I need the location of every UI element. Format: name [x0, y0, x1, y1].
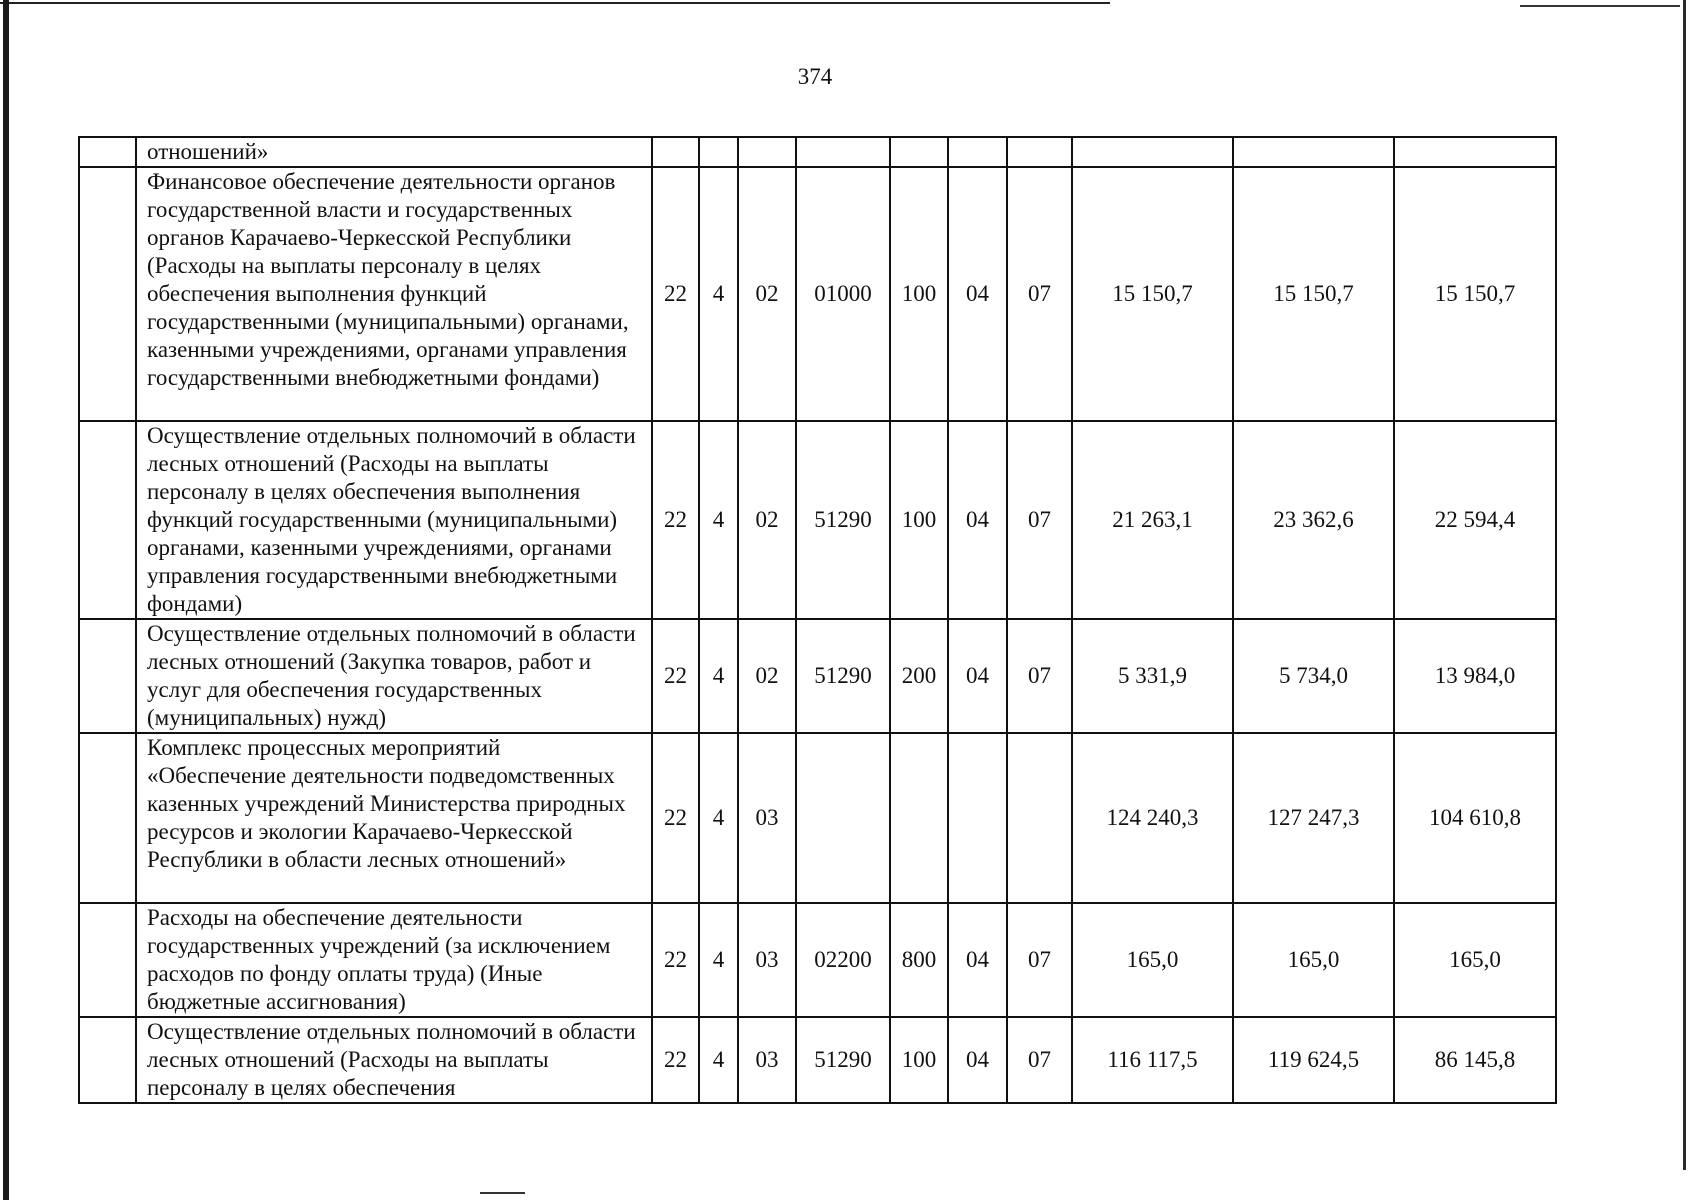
- table-row: [79, 421, 1556, 619]
- code-cell-c6: 04: [948, 421, 1007, 619]
- code-cell-c1: [652, 137, 699, 167]
- amount-cell-v1: 15 150,7: [1072, 167, 1233, 421]
- description-cell: отношений»: [136, 137, 652, 167]
- code-cell-c5: 100: [890, 1017, 948, 1103]
- code-cell-c2: 4: [699, 421, 738, 619]
- code-cell-c4: 01000: [796, 167, 890, 421]
- row-number-cell: [79, 619, 136, 733]
- code-cell-c2: [699, 137, 738, 167]
- code-cell-c1: 22: [652, 619, 699, 733]
- code-cell-c7: 07: [1007, 1017, 1072, 1103]
- scan-edge-top: [0, 2, 1110, 4]
- code-cell-c5: 100: [890, 421, 948, 619]
- scan-edge-left: [3, 0, 9, 1200]
- description-cell: Финансовое обеспечение деятельности органов государственной власти и государственных органов Карачаево-Черкесской Республики (Расходы на выплаты персоналу в целях обеспечения выполнения функций государственными (муниципальными) органами, казенными учреждениями, органами управления государственными внебюджетными фондами): [136, 167, 652, 421]
- code-cell-c2: 4: [699, 733, 738, 903]
- code-cell-c7: 07: [1007, 421, 1072, 619]
- code-cell-c4: [796, 137, 890, 167]
- amount-cell-v3: 22 594,4: [1394, 421, 1556, 619]
- table-row: [79, 1017, 1556, 1103]
- amount-cell-v2: 127 247,3: [1233, 733, 1394, 903]
- amount-cell-v2: 15 150,7: [1233, 167, 1394, 421]
- row-number-cell: [79, 167, 136, 421]
- code-cell-c2: 4: [699, 903, 738, 1017]
- amount-cell-v1: 165,0: [1072, 903, 1233, 1017]
- code-cell-c7: 07: [1007, 903, 1072, 1017]
- code-cell-c5: [890, 733, 948, 903]
- code-cell-c5: [890, 137, 948, 167]
- code-cell-c2: 4: [699, 167, 738, 421]
- amount-cell-v3: 165,0: [1394, 903, 1556, 1017]
- table-row: [79, 137, 1556, 167]
- code-cell-c3: [738, 137, 796, 167]
- code-cell-c2: 4: [699, 619, 738, 733]
- row-number-cell: [79, 903, 136, 1017]
- code-cell-c3: 03: [738, 733, 796, 903]
- code-cell-c6: 04: [948, 903, 1007, 1017]
- description-cell: Осуществление отдельных полномочий в области лесных отношений (Закупка товаров, работ и услуг для обеспечения государственных (муниципальных) нужд): [136, 619, 652, 733]
- row-number-cell: [79, 1017, 136, 1103]
- code-cell-c3: 03: [738, 903, 796, 1017]
- amount-cell-v1: [1072, 137, 1233, 167]
- code-cell-c6: [948, 733, 1007, 903]
- scan-edge-right: [1683, 0, 1686, 1170]
- code-cell-c1: 22: [652, 167, 699, 421]
- code-cell-c1: 22: [652, 903, 699, 1017]
- row-number-cell: [79, 137, 136, 167]
- row-number-cell: [79, 421, 136, 619]
- code-cell-c7: [1007, 733, 1072, 903]
- budget-table: [78, 136, 1557, 1104]
- code-cell-c4: 51290: [796, 619, 890, 733]
- code-cell-c6: 04: [948, 167, 1007, 421]
- amount-cell-v3: 13 984,0: [1394, 619, 1556, 733]
- table-row: [79, 903, 1556, 1017]
- row-number-cell: [79, 733, 136, 903]
- table-row: [79, 167, 1556, 421]
- amount-cell-v3: 15 150,7: [1394, 167, 1556, 421]
- code-cell-c1: 22: [652, 421, 699, 619]
- code-cell-c4: [796, 733, 890, 903]
- code-cell-c5: 100: [890, 167, 948, 421]
- amount-cell-v2: 23 362,6: [1233, 421, 1394, 619]
- amount-cell-v3: 104 610,8: [1394, 733, 1556, 903]
- description-cell: Комплекс процессных мероприятий «Обеспечение деятельности подведомственных казенных учреждений Министерства природных ресурсов и экологии Карачаево-Черкесской Республики в области лесных отношений»: [136, 733, 652, 903]
- code-cell-c1: 22: [652, 1017, 699, 1103]
- table-body: [79, 137, 1556, 1103]
- code-cell-c4: 51290: [796, 421, 890, 619]
- code-cell-c7: [1007, 137, 1072, 167]
- table-row: [79, 619, 1556, 733]
- code-cell-c3: 02: [738, 421, 796, 619]
- code-cell-c6: 04: [948, 619, 1007, 733]
- amount-cell-v2: 5 734,0: [1233, 619, 1394, 733]
- amount-cell-v2: 165,0: [1233, 903, 1394, 1017]
- code-cell-c5: 800: [890, 903, 948, 1017]
- amount-cell-v1: 116 117,5: [1072, 1017, 1233, 1103]
- table-row: [79, 733, 1556, 903]
- code-cell-c1: 22: [652, 733, 699, 903]
- amount-cell-v1: 21 263,1: [1072, 421, 1233, 619]
- code-cell-c2: 4: [699, 1017, 738, 1103]
- amount-cell-v3: 86 145,8: [1394, 1017, 1556, 1103]
- code-cell-c4: 51290: [796, 1017, 890, 1103]
- description-cell: Расходы на обеспечение деятельности государственных учреждений (за исключением расходов по фонду оплаты труда) (Иные бюджетные ассигнования): [136, 903, 652, 1017]
- code-cell-c5: 200: [890, 619, 948, 733]
- description-cell: Осуществление отдельных полномочий в области лесных отношений (Расходы на выплаты персоналу в целях обеспечения выполнения функций государственными (муниципальными) органами, казенными учреждениями, органами управления государственными внебюджетными фондами): [136, 421, 652, 619]
- amount-cell-v1: 5 331,9: [1072, 619, 1233, 733]
- amount-cell-v2: [1233, 137, 1394, 167]
- code-cell-c4: 02200: [796, 903, 890, 1017]
- code-cell-c3: 02: [738, 619, 796, 733]
- code-cell-c6: 04: [948, 1017, 1007, 1103]
- page-number: 374: [797, 64, 833, 89]
- amount-cell-v3: [1394, 137, 1556, 167]
- code-cell-c7: 07: [1007, 619, 1072, 733]
- amount-cell-v1: 124 240,3: [1072, 733, 1233, 903]
- code-cell-c7: 07: [1007, 167, 1072, 421]
- amount-cell-v2: 119 624,5: [1233, 1017, 1394, 1103]
- scan-edge-top-right: [1520, 5, 1680, 7]
- code-cell-c3: 03: [738, 1017, 796, 1103]
- scan-mark-bottom: [480, 1192, 525, 1194]
- code-cell-c6: [948, 137, 1007, 167]
- code-cell-c3: 02: [738, 167, 796, 421]
- description-cell: Осуществление отдельных полномочий в области лесных отношений (Расходы на выплаты персоналу в целях обеспечения: [136, 1017, 652, 1103]
